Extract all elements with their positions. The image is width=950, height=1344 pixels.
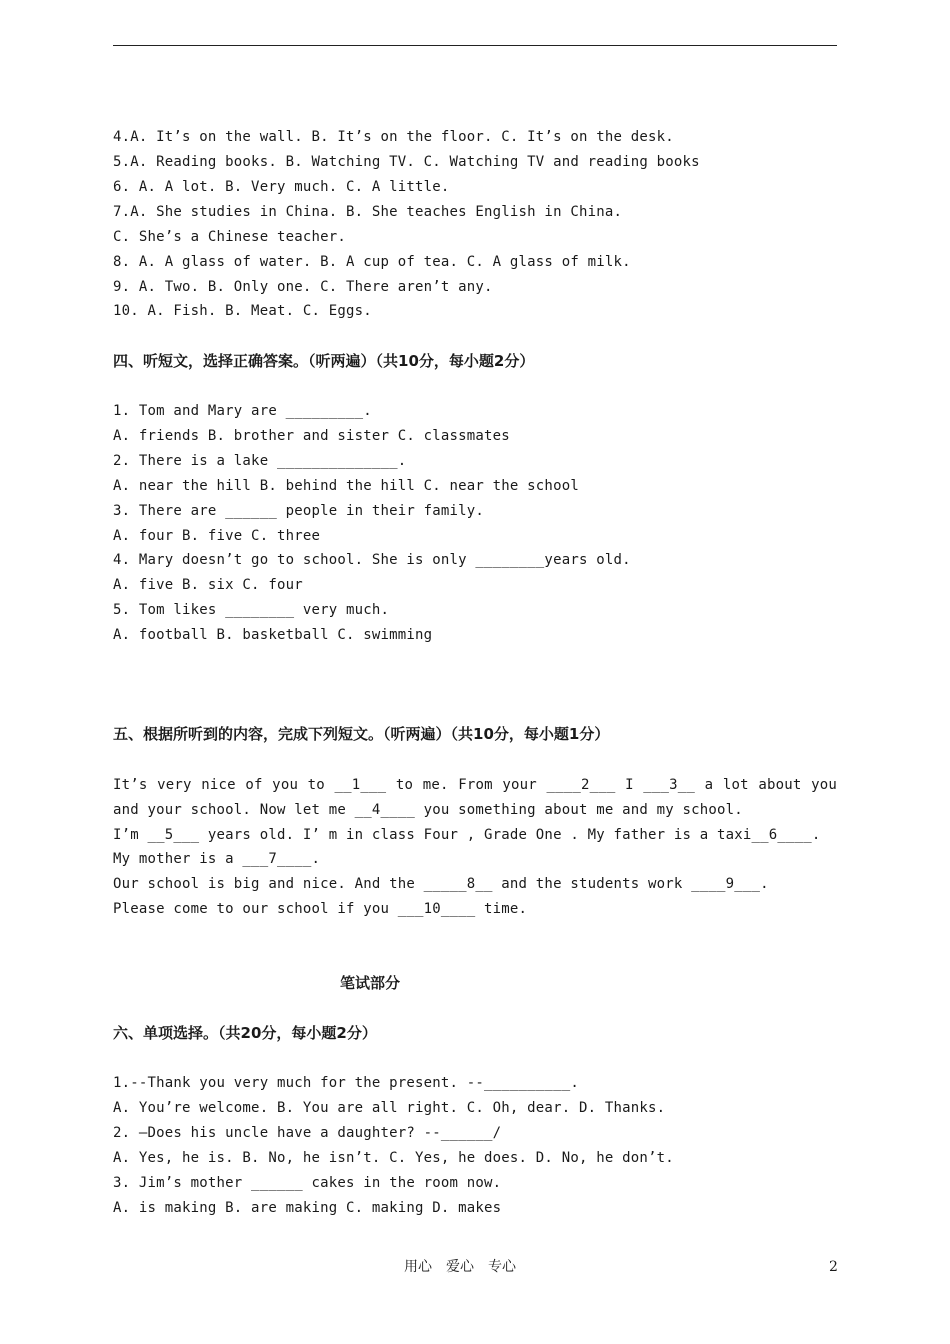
question-line: 4.A. It’s on the wall. B. It’s on the floor. C. It’s on the desk. xyxy=(113,129,674,145)
question-line: 10. A. Fish. B. Meat. C. Eggs. xyxy=(113,303,372,319)
question-line: A. is making B. are making C. making D. makes xyxy=(113,1200,502,1216)
question-line: 9. A. Two. B. Only one. C. There aren’t any. xyxy=(113,279,493,295)
question-line: 1. Tom and Mary are _________. xyxy=(113,403,372,419)
question-line: 8. A. A glass of water. B. A cup of tea. C. A glass of milk. xyxy=(113,254,631,270)
section-5-heading: 五、根据所听到的内容，完成下列短文。（听两遍）（共10分，每小题1分） xyxy=(113,725,610,743)
question-line: 5.A. Reading books. B. Watching TV. C. Watching TV and reading books xyxy=(113,154,700,170)
question-line: A. Yes, he is. B. No, he isn’t. C. Yes, he does. D. No, he don’t. xyxy=(113,1150,674,1166)
question-line: 2. There is a lake ______________. xyxy=(113,453,407,469)
question-line: A. five B. six C. four xyxy=(113,577,303,593)
question-line: C. She’s a Chinese teacher. xyxy=(113,229,346,245)
passage-line: It’s very nice of you to __1___ to me. From your ____2___ I ___3__ a lot about you xyxy=(113,777,837,793)
footer-motto: 用心 爱心 专心 xyxy=(404,1259,516,1275)
passage-line: My mother is a ___7____. xyxy=(113,851,321,867)
passage-line: and your school. Now let me __4____ you something about me and my school. xyxy=(113,802,743,818)
question-line: 1.--Thank you very much for the present. --__________. xyxy=(113,1075,579,1091)
question-line: 4. Mary doesn’t go to school. She is only ________years old. xyxy=(113,552,631,568)
passage-line: I’m __5___ years old. I’ m in class Four , Grade One . My father is a taxi__6____. xyxy=(113,827,821,843)
passage-line: Please come to our school if you ___10____ time. xyxy=(113,901,528,917)
header-rule xyxy=(113,45,837,46)
section-6-heading: 六、单项选择。（共20分，每小题2分） xyxy=(113,1024,377,1042)
page-number: 2 xyxy=(829,1259,838,1275)
question-line: 3. Jim’s mother ______ cakes in the room now. xyxy=(113,1175,502,1191)
question-line: 2. –Does his uncle have a daughter? --______/ xyxy=(113,1125,502,1141)
question-line: A. friends B. brother and sister C. classmates xyxy=(113,428,510,444)
question-line: 3. There are ______ people in their family. xyxy=(113,503,485,519)
question-line: A. football B. basketball C. swimming xyxy=(113,627,433,643)
question-line: A. You’re welcome. B. You are all right. C. Oh, dear. D. Thanks. xyxy=(113,1100,666,1116)
written-part-heading: 笔试部分 xyxy=(340,974,401,992)
question-line: 5. Tom likes ________ very much. xyxy=(113,602,390,618)
section-4-heading: 四、听短文，选择正确答案。（听两遍）（共10分，每小题2分） xyxy=(113,352,535,370)
question-line: 6. A. A lot. B. Very much. C. A little. xyxy=(113,179,450,195)
passage-line: Our school is big and nice. And the _____8__ and the students work ____9___. xyxy=(113,876,769,892)
question-line: A. four B. five C. three xyxy=(113,528,321,544)
question-line: 7.A. She studies in China. B. She teaches English in China. xyxy=(113,204,623,220)
question-line: A. near the hill B. behind the hill C. near the school xyxy=(113,478,579,494)
